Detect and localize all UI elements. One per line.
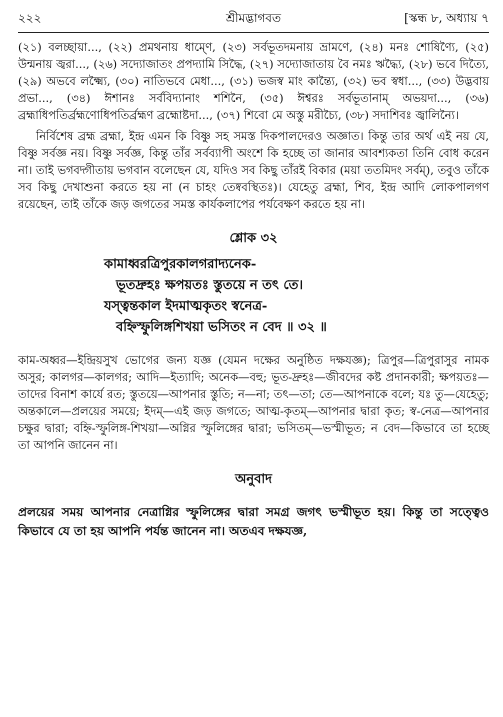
header-rule	[18, 32, 489, 33]
synonyms-text: কাম-অধ্বর—ইন্দ্রিয়সুখ ভোগের জন্য যজ্ঞ (যেমন দক্ষের অনুষ্ঠিত দক্ষযজ্ঞ); ত্রিপুর—ত্রিপুরাসুর নামক অসুর; কালগর—কালগর; আদি—ইত্যাদি; অনেক—বহু; ভূত-দ্রুহঃ—জীবদের কষ্ট প্রদানকারী; ক্ষপয়তঃ—তাদের বিনাশ কার্যে রত; স্তুতয়ে—আপনার স্তুতি; ন—না; তৎ—তা; তে—আপনাকে বলে; যঃ তু—যেহেতু; অন্তকালে—প্রলয়ের সময়ে; ইদম্—এই জড় জগতে; আত্ম-কৃতম্—আপনার দ্বারা কৃত; স্ব-নেত্র—আপনার চক্ষুর দ্বারা; বহ্নি-স্ফুলিঙ্গ-শিখয়া—অগ্নির স্ফুলিঙ্গের দ্বারা; ভসিতম্—ভস্মীভূত; ন বেদ—কিভাবে তা হচ্ছে তা আপনি জানেন না।	[18, 353, 489, 452]
invocations-text: (২১) বলচ্ছায়া..., (২২) প্রমথনায় ধাম্ণে, (২৩) সর্বভূতদমনায় ভ্রামণে, (২৪) মনঃ শোষিণ্যৈ, (২৫) উন্মনায় জ্বরা..., (২৬) সদ্যোজাতং প্রপদ্যামি সিদ্ধৈ, (২৭) সদ্যোজাতায় বৈ নমঃ ঋদ্ধ্যৈ, (২৮) ভবে দিত্যৈ, (২৯) অভবে লক্ষ্ম্যৈ, (৩০) নাতিভবে মেধা..., (৩১) ভজস্ব মাং কান্ত্যৈ, (৩২) ভব স্বধা..., (৩৩) উদ্ভবায় প্রভা..., (৩৪) ঈশানঃ সর্ববিদ্যানাং শশিনৈ, (৩৫) ঈশ্বরঃ সর্বভূতানাম্ অভয়দা..., (৩৬) ব্রহ্মাধিপতির্ব্রহ্মণোধিপতির্ব্রহ্মণ ব্রহ্মোষ্টদা..., (৩৭) শিবো মে অস্তু মরীচ্যৈ, (৩৮) সদাশিবঃ জ্বালিন্যৈ।	[18, 40, 489, 122]
commentary-paragraph	[18, 128, 489, 213]
verse-line: বহ্নিস্ফুলিঙ্গশিখয়া ভসিতং ন বেদ ॥ ৩২ ॥	[116, 320, 327, 335]
page-header	[18, 8, 489, 28]
translation-title: অনুবাদ	[235, 472, 272, 487]
chapter-reference: [স্কন্ধ ৮, অধ্যায় ৭	[404, 11, 489, 25]
verse-line: ভূতদ্রুহঃ ক্ষপয়তঃ স্তুতয়ে ন তৎ তে।	[116, 278, 304, 293]
translation-paragraph	[18, 503, 489, 541]
synonyms-paragraph	[18, 352, 489, 454]
verse-title: শ্লোক ৩২	[229, 231, 278, 246]
verse-line: যস্ত্বন্তকাল ইদমাত্মকৃতং স্বনেত্র-	[104, 299, 268, 314]
verse-block	[18, 254, 489, 338]
invocations-paragraph	[18, 39, 489, 124]
verse-line: কামাধ্বরত্রিপুরকালগরাদ্যনেক-	[104, 257, 257, 272]
book-title: শ্রীমদ্ভাগবত	[225, 11, 281, 25]
commentary-text: নির্বিশেষ ব্রহ্ম ব্রহ্মা, ইন্দ্র এমন কি বিষ্ণু সহ সমস্ত দিকপালদেরও অজ্ঞাত। কিন্তু তার অর্থ এই নয় যে, বিষ্ণু সর্বজ্ঞ নয়। বিষ্ণু সর্বজ্ঞ, কিন্তু তাঁর সর্বব্যাপী অংশে কি হচ্ছে তা জানার আবশ্যকতা তিনি বোধ করেন না। তাই ভগবদ্গীতায় ভগবান বলেছেন যে, যদিও সব কিছু তাঁরই বিকার (ময়া ততমিদং সর্বম্), তবুও তাঁকে সব কিছু দেখাশুনা করতে হয় না (ন চাহং তেষ্ববস্থিতঃ)। যেহেতু ব্রহ্মা, শিব, ইন্দ্র আদি লোকপালগণ রয়েছেন, তাই তাঁকে জড় জগতের সমস্ত কার্যকলাপের পর্যবেক্ষণ করতে হয় না।	[18, 129, 489, 211]
translation-text: প্রলয়ের সময় আপনার নেত্রাগ্নির স্ফুলিঙ্গের দ্বারা সমগ্র জগৎ ভস্মীভূত হয়। কিন্তু তা সত্ত্বেও কিভাবে যে তা হয় আপনি পর্যন্ত জানেন না। অতএব দক্ষযজ্ঞ,	[18, 505, 489, 538]
page-number: ২২২	[18, 11, 42, 25]
